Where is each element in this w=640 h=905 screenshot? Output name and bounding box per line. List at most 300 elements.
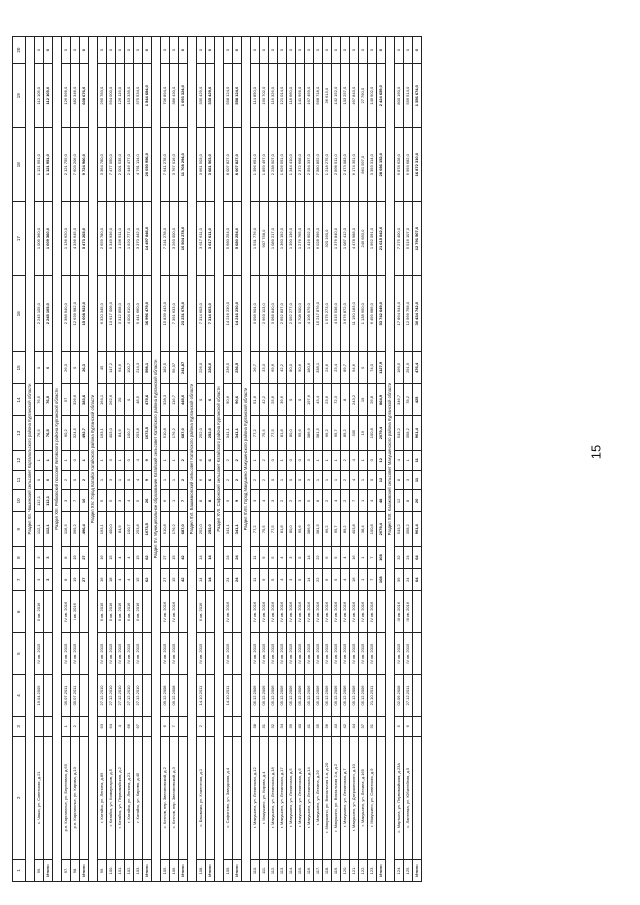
table-cell: 335 (350, 416, 359, 450)
total-cell: 42 (179, 546, 188, 568)
table-cell: 386,9 (305, 512, 314, 546)
table-cell: 118 660,0 (287, 64, 296, 128)
table-row (269, 37, 278, 882)
total-cell (143, 716, 152, 736)
table-cell: 295 783,0 (98, 64, 107, 128)
table-cell: IV кв. 2015 (305, 633, 314, 675)
total-cell: 2 (179, 470, 188, 490)
table-cell: IV кв. 2015 (350, 633, 359, 675)
table-cell: 39,6 (278, 384, 287, 416)
total-cell: 0 (44, 37, 53, 64)
table-cell: 80,0 (287, 416, 296, 450)
total-cell (44, 591, 53, 633)
total-cell: 64 (413, 569, 422, 591)
table-cell: 1 (170, 490, 179, 512)
section-row (386, 37, 395, 882)
table-cell: IV кв. 2015 (287, 633, 296, 675)
table-cell: 2 001 535,0 (116, 128, 125, 202)
total-cell: 1127,9 (377, 352, 386, 384)
table-cell: 7 580 852,0 (314, 128, 323, 202)
table-cell: 25,6 (269, 384, 278, 416)
table-cell: 510,8 (161, 416, 170, 450)
table-cell: 0 (260, 37, 269, 64)
table-cell: 100,7 (125, 352, 134, 384)
table-cell: IV кв. 2016 (359, 591, 368, 633)
table-cell: 346,7 (395, 384, 404, 416)
total-cell: 1 (80, 450, 89, 470)
table-cell: 341,1 (224, 416, 233, 450)
table-cell: 0 (314, 37, 323, 64)
total-cell: 901,4 (413, 416, 422, 450)
table-cell: 18 (107, 569, 116, 591)
table-cell: 800 160,0 (395, 64, 404, 128)
total-cell: 608 676,0 (80, 64, 89, 128)
table-cell: 106. (170, 859, 179, 881)
table-cell: 0 (62, 37, 71, 64)
table-cell: 94,6 (350, 352, 359, 384)
table-cell: 26,3 (62, 352, 71, 384)
table-cell: 1 (170, 450, 179, 470)
table-cell: III кв. 2016 (404, 591, 413, 633)
table-cell: 4 (341, 546, 350, 568)
total-cell: 1 544 684,0 (143, 64, 152, 128)
table-cell: IV кв. 2016 (278, 591, 287, 633)
table-row (341, 37, 350, 882)
table-cell: II кв. 2016 (98, 591, 107, 633)
table-cell: 35 (314, 716, 323, 736)
section-title: Раздел XIV. Город Катайск Катайского района Курганской области (89, 37, 98, 882)
table-cell: 05.07.2011 (62, 675, 71, 717)
table-cell: 112,1 (35, 490, 44, 512)
table-cell: 386 430,0 (170, 64, 179, 128)
table-cell: 558 124,0 (224, 64, 233, 128)
table-cell: 3 364 780,0 (98, 128, 107, 202)
table-cell: 4 (116, 569, 125, 591)
table-cell: 116,3 (62, 512, 71, 546)
table-cell: 97. (62, 859, 71, 881)
table-cell: 27.12.2010 (98, 675, 107, 717)
table-cell: 1 (359, 490, 368, 512)
table-cell: 05.12.2006 (260, 675, 269, 717)
table-cell: 84,9 (116, 512, 125, 546)
table-cell: 7 (368, 546, 377, 568)
total-cell: 112 105,0 (44, 64, 53, 128)
table-cell: 193,1 (98, 416, 107, 450)
table-cell: г. Макушино, ул. Ленинская, д.12 (251, 736, 260, 859)
table-cell: 05.12.2006 (323, 675, 332, 717)
table-cell: 0 (350, 37, 359, 64)
table-cell: IV кв. 2015 (269, 633, 278, 675)
table-cell: 12 (395, 490, 404, 512)
table-cell: 05.12.2006 (359, 675, 368, 717)
total-cell: 2 (80, 470, 89, 490)
table-cell: 1 (314, 470, 323, 490)
total-row (413, 37, 422, 882)
table-cell: 5 349 936,0 (107, 202, 116, 276)
table-cell: 78,2 (404, 384, 413, 416)
total-cell: 687,0 (179, 512, 188, 546)
total-cell: 687,0 (179, 416, 188, 450)
table-cell: 0 (359, 37, 368, 64)
table-cell: 176,2 (170, 512, 179, 546)
table-cell: 0 (35, 470, 44, 490)
table-cell: 2 (341, 450, 350, 470)
table-cell: 81,8 (278, 512, 287, 546)
table-cell: 100,7 (125, 512, 134, 546)
table-cell: 6 320 345,0 (98, 276, 107, 352)
table-cell: 2 (62, 470, 71, 490)
table-cell: 2 245 105,0 (35, 276, 44, 352)
table-cell: 4 (134, 470, 143, 490)
table-cell: 118. (323, 859, 332, 881)
table-cell: 252,0 (197, 416, 206, 450)
total-cell (413, 633, 422, 675)
table-cell: 4 (278, 569, 287, 591)
table-cell: 74,0 (368, 352, 377, 384)
table-cell: 2 372 668,0 (296, 128, 305, 202)
table-cell: 7 603 206,0 (71, 128, 80, 202)
table-cell: 6 (161, 490, 170, 512)
table-cell: 594 000,0 (107, 64, 116, 128)
table-cell: 0 (224, 37, 233, 64)
total-cell: 1 093 324,0 (179, 64, 188, 128)
table-cell: 90,6 (296, 352, 305, 384)
column-number: 14 (13, 384, 26, 416)
table-cell: 3 (305, 470, 314, 490)
table-cell: 32 (269, 716, 278, 736)
total-cell: 62 (143, 569, 152, 591)
table-cell: 26,7 (251, 352, 260, 384)
total-cell: 21 615 842,0 (377, 202, 386, 276)
table-cell: 0 (251, 37, 260, 64)
table-cell (35, 716, 44, 736)
table-cell: 27.12.2010 (116, 675, 125, 717)
total-cell: 6 (206, 450, 215, 470)
register-table (12, 36, 422, 882)
table-row (71, 37, 80, 882)
table-cell: 77,5 (269, 416, 278, 450)
total-cell: 3 (44, 546, 53, 568)
table-cell: 5 (134, 490, 143, 512)
total-cell: 1 009 360,0 (44, 202, 53, 276)
table-cell: 05.12.2006 (296, 675, 305, 717)
table-cell: IV кв. 2015 (251, 633, 260, 675)
table-cell: 15 839 443,0 (161, 276, 170, 352)
total-cell: 3 (44, 569, 53, 591)
table-cell: 121 014,0 (278, 64, 287, 128)
table-cell: 14 (197, 546, 206, 568)
table-cell: 1 087 412,0 (341, 202, 350, 276)
table-cell: 1 (116, 450, 125, 470)
table-cell: 1 (323, 450, 332, 470)
table-cell: IV кв. 2016 (170, 591, 179, 633)
table-cell: 543,2 (395, 512, 404, 546)
total-row (206, 37, 215, 882)
table-cell: 381,5 (314, 416, 323, 450)
total-cell: 0 (233, 37, 242, 64)
table-cell: IV кв. 2015 (260, 633, 269, 675)
table-row (332, 37, 341, 882)
table-cell: 99. (98, 859, 107, 881)
table-cell: 12 639 982,0 (71, 276, 80, 352)
table-cell: IV кв. 2016 (224, 591, 233, 633)
section-row (53, 37, 62, 882)
table-cell: 2 896 511,0 (332, 128, 341, 202)
total-cell: 335 429,0 (206, 64, 215, 128)
table-cell: 164,1 (98, 384, 107, 416)
table-row (305, 37, 314, 882)
table-cell: 1 218 275,0 (323, 128, 332, 202)
total-cell: Итого: (377, 859, 386, 881)
table-cell: 15 (134, 569, 143, 591)
table-cell: 403,8 (350, 512, 359, 546)
table-cell: 14 (197, 569, 206, 591)
table-cell: 2 (341, 490, 350, 512)
total-cell (233, 633, 242, 675)
table-cell: 108. (197, 859, 206, 881)
table-cell: 328,3 (161, 384, 170, 416)
table-row (350, 37, 359, 882)
table-cell: 190 702,0 (260, 64, 269, 128)
table-cell: 115. (296, 859, 305, 881)
table-cell: 0 (125, 37, 134, 64)
table-cell: 497 843,0 (350, 64, 359, 128)
table-cell: 14 216 230,0 (224, 276, 233, 352)
total-cell: 8 (206, 490, 215, 512)
table-cell: 31 (368, 716, 377, 736)
table-row (251, 37, 260, 882)
table-cell: 0 (359, 352, 368, 384)
total-cell (206, 736, 215, 859)
section-row (26, 37, 35, 882)
table-cell: 2 (260, 450, 269, 470)
table-cell: 36 (323, 716, 332, 736)
total-cell: 598,1 (143, 352, 152, 384)
total-cell: 252,0 (206, 512, 215, 546)
table-cell: 63 (98, 716, 107, 736)
total-row (179, 37, 188, 882)
table-cell: 19 (359, 384, 368, 416)
table-cell: 48,5 (134, 384, 143, 416)
table-cell: 1 376 840,0 (332, 202, 341, 276)
table-cell: 121. (350, 859, 359, 881)
section-title: Раздел XV. Муниципальное образование Катайский сельсовет Катайского района Курганской области (152, 37, 161, 882)
total-cell: 62 (143, 546, 152, 568)
table-cell: 0 (395, 37, 404, 64)
table-cell: 0 (71, 450, 80, 470)
total-cell: 10 (80, 490, 89, 512)
table-cell: IV кв. 2015 (296, 633, 305, 675)
total-cell: 341,1 (233, 512, 242, 546)
section-title: Раздел XVI. Башмаковский сельсовет Катайского района Курганской области (188, 37, 197, 882)
section-row (152, 37, 161, 882)
table-cell: 907 758,0 (260, 202, 269, 276)
total-cell (233, 675, 242, 717)
table-cell: 556 514,0 (404, 64, 413, 128)
table-cell: 3 (404, 470, 413, 490)
table-cell: 124. (395, 859, 404, 881)
table-cell: 116 326,0 (269, 64, 278, 128)
table-cell: 114. (287, 859, 296, 881)
table-cell: 3 661 503,0 (197, 128, 206, 202)
column-number: 15 (13, 352, 26, 384)
total-cell: Итого: (179, 859, 188, 881)
table-cell: 3 708 500,0 (296, 276, 305, 352)
table-cell: 386,9 (305, 416, 314, 450)
table-cell: 34 (278, 716, 287, 736)
table-cell: 109. (224, 859, 233, 881)
table-cell: IV кв. 2015 (35, 633, 44, 675)
table-cell: 0 (269, 470, 278, 490)
total-cell: 3 661 503,0 (206, 128, 215, 202)
table-cell: 4 478 988,0 (350, 202, 359, 276)
total-row (377, 37, 386, 882)
total-cell: 112,1 (44, 490, 53, 512)
table-cell: 341,1 (224, 512, 233, 546)
total-cell: 2 (179, 450, 188, 470)
table-cell: IV кв. 2015 (161, 633, 170, 675)
table-cell: 27 790,0 (359, 64, 368, 128)
total-cell: 0 (377, 37, 386, 64)
table-cell: 3 098 904,0 (251, 276, 260, 352)
table-cell: 126 566,0 (62, 64, 71, 128)
table-cell: 22 (314, 569, 323, 591)
table-cell: 861 597,0 (359, 128, 368, 202)
column-number: 16 (13, 276, 26, 352)
table-cell: 38 (251, 716, 260, 736)
table-cell: 2 (224, 470, 233, 490)
total-cell: 16 872 310,0 (413, 128, 422, 202)
total-cell: Итого: (44, 859, 53, 881)
table-cell: 0 (368, 37, 377, 64)
table-cell: 1 (332, 450, 341, 470)
table-row (116, 37, 125, 882)
table-cell: 338,1 (314, 352, 323, 384)
table-cell: 6 (323, 546, 332, 568)
table-cell: 103. (134, 859, 143, 881)
table-cell: 76,5 (35, 384, 44, 416)
total-cell: 27 (80, 546, 89, 568)
table-cell: 7 314 603,0 (197, 276, 206, 352)
table-cell: 43,4 (314, 384, 323, 416)
total-cell (377, 633, 386, 675)
table-cell: 15 (170, 546, 179, 568)
table-cell: г. Макушино, ул. Ленинская, д.14 (305, 736, 314, 859)
table-cell: 0 (332, 37, 341, 64)
table-cell: 16 (98, 569, 107, 591)
total-cell: 5 473 265,0 (80, 202, 89, 276)
table-cell: 84,9 (116, 416, 125, 450)
table-cell: 89,2 (341, 512, 350, 546)
table-cell: 33,3 (260, 352, 269, 384)
table-cell: 05.12.2006 (278, 675, 287, 717)
table-cell: 95,7 (332, 416, 341, 450)
table-cell: 6 (323, 569, 332, 591)
table-cell: 3 (62, 490, 71, 512)
total-cell: 492,7 (80, 416, 89, 450)
table-cell: 12 569 798,0 (404, 276, 413, 352)
table-cell: IV кв. 2015 (332, 633, 341, 675)
total-cell: 2 424 659,0 (377, 64, 386, 128)
table-cell: 1 (278, 470, 287, 490)
total-cell: 23 231 076,0 (179, 276, 188, 352)
total-cell (143, 675, 152, 717)
table-cell: 101. (116, 859, 125, 881)
table-cell: 95,6 (296, 416, 305, 450)
table-cell: 2 659 780,0 (98, 202, 107, 276)
table-cell: 3 263 000,0 (170, 202, 179, 276)
table-cell: 1 575 273,0 (323, 276, 332, 352)
total-cell: 2079,4 (377, 512, 386, 546)
total-cell: 11 (413, 470, 422, 490)
table-cell: IV кв. 2016 (368, 591, 377, 633)
table-cell: 14.10.2011 (224, 675, 233, 717)
table-cell: 4 (341, 569, 350, 591)
table-cell: 9 (260, 569, 269, 591)
table-cell: 4 (116, 546, 125, 568)
table-cell: IV кв. 2015 (404, 633, 413, 675)
column-number: 3 (13, 716, 26, 736)
table-cell: 3 (305, 450, 314, 470)
section-row (89, 37, 98, 882)
table-cell: 1 (323, 470, 332, 490)
table-cell: 1 (170, 470, 179, 490)
table-cell: 2 963 113,0 (260, 276, 269, 352)
table-cell: 09.12.2008 (161, 675, 170, 717)
table-cell: IV кв. 2016 (251, 591, 260, 633)
table-cell: 7 477 050,0 (107, 128, 116, 202)
table-row (62, 37, 71, 882)
table-cell: 80,0 (287, 352, 296, 384)
total-cell: 2 245 105,0 (44, 276, 53, 352)
table-cell: 116. (305, 859, 314, 881)
table-cell: 4 (116, 716, 125, 736)
table-cell: 568 718,0 (314, 64, 323, 128)
table-cell: IV кв. 2015 (278, 633, 287, 675)
table-cell: 3 (107, 470, 116, 490)
table-row (314, 37, 323, 882)
table-row (296, 37, 305, 882)
table-cell: 95,7 (332, 512, 341, 546)
table-cell: 41 (305, 716, 314, 736)
table-cell: 75,5 (260, 416, 269, 450)
table-cell: 100,8 (368, 512, 377, 546)
total-cell: 2 (233, 470, 242, 490)
table-cell: 23,4 (332, 352, 341, 384)
table-cell: 1 (359, 569, 368, 591)
table-cell: 4 004 610,0 (125, 276, 134, 352)
table-cell: 11 (251, 546, 260, 568)
table-cell: 253,8 (134, 416, 143, 450)
table-row (98, 37, 107, 882)
table-cell: 100. (107, 859, 116, 881)
table-cell: 51,6 (251, 384, 260, 416)
total-cell (413, 591, 422, 633)
table-cell: 5 (332, 546, 341, 568)
total-cell (80, 591, 89, 633)
table-cell: г. Макушино, ул. Кирова, д.4 (260, 736, 269, 859)
table-cell: 180,6 (305, 352, 314, 384)
table-cell: 153 339,0 (125, 64, 134, 128)
total-cell: 9 (143, 470, 152, 490)
total-cell: 9 724 960,0 (80, 128, 89, 202)
table-cell: 1 (359, 546, 368, 568)
table-cell: 64 (107, 716, 116, 736)
table-cell: г. Катайск, ул. Ленина, д.89 (98, 736, 107, 859)
table-cell: 2 (224, 450, 233, 470)
table-cell: 0 (71, 352, 80, 384)
table-cell: 117. (314, 859, 323, 881)
